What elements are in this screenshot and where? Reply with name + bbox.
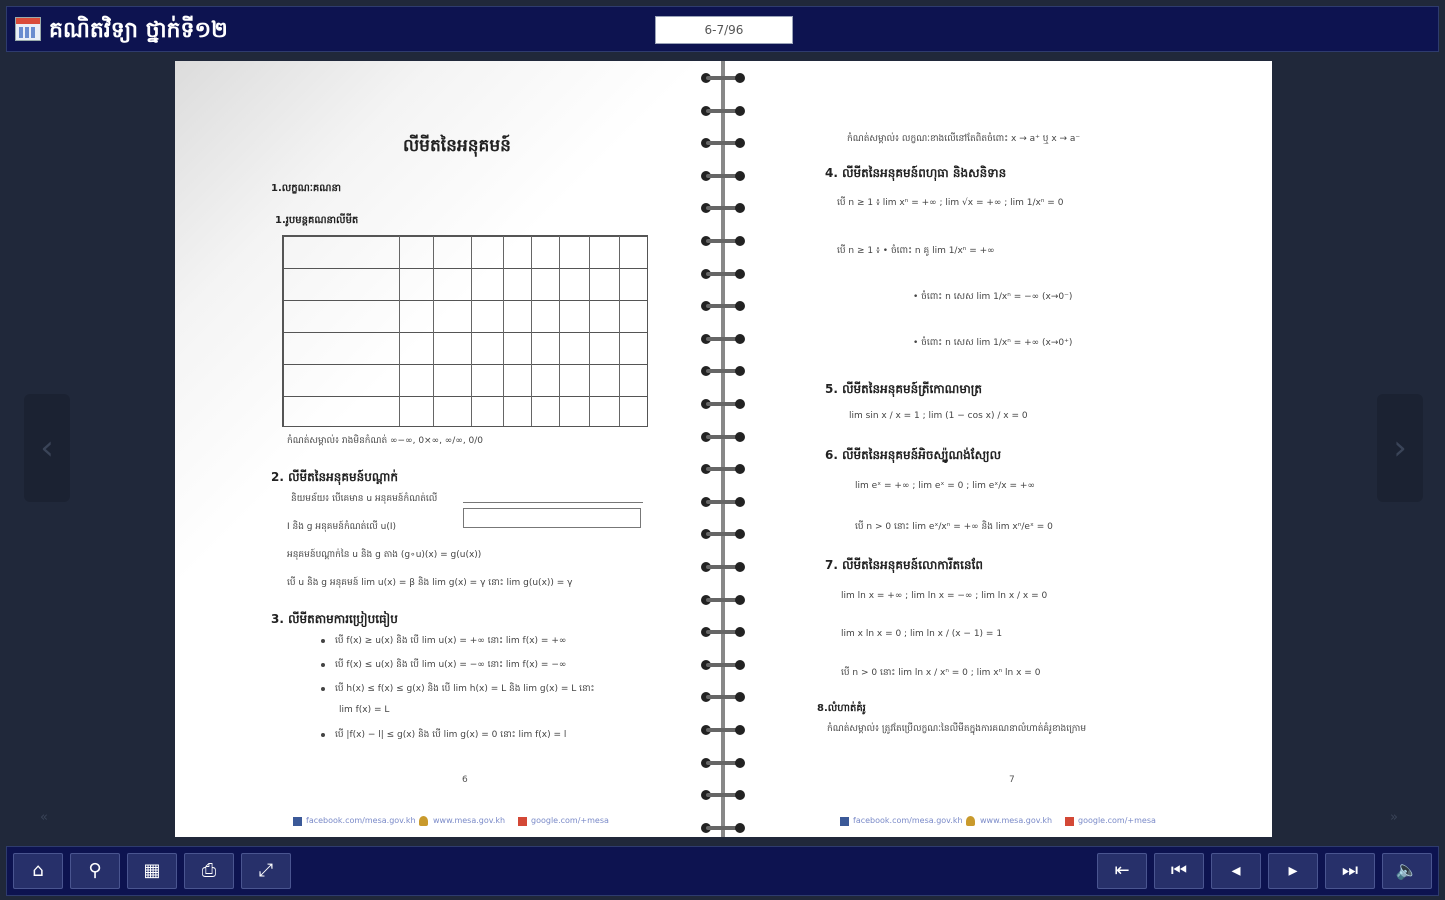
bullet-text: បើ |f(x) − l| ≤ g(x) និង បើ lim g(x) = 0 នោះ lim f(x) = l xyxy=(335,730,567,740)
spiral-ring xyxy=(697,625,749,639)
right-page[interactable] xyxy=(723,61,1272,837)
printer-icon: ⎙ xyxy=(201,860,217,881)
formula-line: lim eˣ = +∞ ; lim eˣ = 0 ; lim eˣ/x = +∞ xyxy=(855,481,1035,491)
spiral-ring xyxy=(697,234,749,248)
formula-line: lim ln x = +∞ ; lim ln x = −∞ ; lim ln x / x = 0 xyxy=(841,591,1048,601)
spiral-ring xyxy=(697,397,749,411)
previous-page-button[interactable] xyxy=(1211,853,1261,889)
facebook-icon xyxy=(840,817,849,826)
spiral-ring xyxy=(697,821,749,835)
flipbook xyxy=(175,61,1272,837)
home-button[interactable] xyxy=(13,853,63,889)
spiral-ring xyxy=(697,593,749,607)
formula-line: បើ n ≥ 1 ៖ • ចំពោះ n គូ lim 1/xⁿ = +∞ xyxy=(837,246,995,256)
bottom-toolbar xyxy=(6,846,1439,896)
footer-website-link[interactable]: www.mesa.gov.kh xyxy=(980,816,1053,825)
section-title: 6. លីមីតនៃអនុគមន៍អិចស្ប៉ូណង់ស្យែល xyxy=(825,448,1001,462)
spiral-ring xyxy=(697,723,749,737)
spiral-ring xyxy=(697,136,749,150)
first-page-small-icon[interactable]: « xyxy=(40,810,48,825)
footer-gplus-link[interactable]: google.com/+mesa xyxy=(531,816,609,825)
limit-rules-table xyxy=(282,235,648,427)
thumbnails-button[interactable] xyxy=(127,853,177,889)
footer-website-link[interactable]: www.mesa.gov.kh xyxy=(433,816,506,825)
google-plus-icon xyxy=(1065,817,1074,826)
expand-icon: ⤢ xyxy=(258,860,274,881)
spiral-ring xyxy=(697,104,749,118)
spiral-ring xyxy=(697,430,749,444)
bullet-text: បើ f(x) ≥ u(x) និង បើ lim u(x) = +∞ នោះ lim f(x) = +∞ xyxy=(335,636,567,646)
composition-arrow xyxy=(463,502,643,503)
last-page-icon: ⏭ xyxy=(1341,860,1359,881)
sound-button[interactable] xyxy=(1382,853,1432,889)
formula-line: • ចំពោះ n សេស lim 1/xⁿ = +∞ (x→0⁺) xyxy=(913,338,1073,348)
grid-icon: ▦ xyxy=(143,860,161,881)
formula-line: បើ n > 0 នោះ lim ln x / xⁿ = 0 ; lim xⁿ ln x = 0 xyxy=(841,668,1041,678)
print-button[interactable] xyxy=(184,853,234,889)
paragraph-line: បើ u និង g អនុគមន៍ lim u(x) = β និង lim g(x) = γ នោះ lim g(u(x)) = γ xyxy=(287,578,573,588)
footer-gplus-link[interactable]: google.com/+mesa xyxy=(1078,816,1156,825)
spiral-ring xyxy=(697,527,749,541)
last-page-button[interactable] xyxy=(1325,853,1375,889)
formula-line: បើ n > 0 នោះ lim eˣ/xⁿ = +∞ និង lim xⁿ/eˣ = 0 xyxy=(855,522,1053,532)
google-plus-icon xyxy=(518,817,527,826)
spiral-ring xyxy=(697,495,749,509)
first-page-button[interactable] xyxy=(1154,853,1204,889)
spiral-ring xyxy=(697,560,749,574)
top-bar xyxy=(6,6,1439,52)
spiral-ring xyxy=(697,788,749,802)
next-page-arrow-icon[interactable]: › xyxy=(1377,394,1423,502)
previous-page-arrow-icon[interactable]: ‹ xyxy=(24,394,70,502)
spiral-ring xyxy=(697,169,749,183)
page-flip-icon: ⇤ xyxy=(1114,860,1130,881)
bullet xyxy=(321,663,325,667)
section-title: 3. លីមីតតាមការប្រៀបធៀប xyxy=(271,612,398,626)
left-page[interactable] xyxy=(175,61,723,837)
section-title: 2. លីមីតនៃអនុគមន៍បណ្ដាក់ xyxy=(271,470,398,484)
calculator-app-icon xyxy=(15,17,41,41)
spiral-ring xyxy=(697,267,749,281)
spiral-ring xyxy=(697,201,749,215)
spiral-ring xyxy=(697,462,749,476)
page-heading: លីមីតនៃអនុគមន៍ xyxy=(403,136,511,156)
paragraph-line: អនុគមន៍បណ្ដាក់នៃ u និង g តាង (g∘u)(x) = g(u(x)) xyxy=(287,550,482,560)
facebook-icon xyxy=(293,817,302,826)
section-title: 8.លំហាត់គំរូ xyxy=(817,703,866,714)
table-note: កំណត់សម្គាល់៖ រាងមិនកំណត់ ∞−∞, 0×∞, ∞/∞, 0/0 xyxy=(287,436,484,446)
section-title: 4. លីមីតនៃអនុគមន៍ពហុធា និងសនិទាន xyxy=(825,166,1007,180)
paragraph-line: កំណត់សម្គាល់៖ ត្រូវតែប្រើលក្ខណៈនៃលីមីតក្នុងការគណនាលំហាត់គំរូខាងក្រោម xyxy=(827,724,1087,734)
bullet-text: បើ f(x) ≤ u(x) និង បើ lim u(x) = −∞ នោះ lim f(x) = −∞ xyxy=(335,660,567,670)
home-icon: ⌂ xyxy=(32,860,44,881)
intro-note: កំណត់សម្គាល់៖ លក្ខណៈខាងលើនៅតែពិតចំពោះ x → a⁺ ឬ x → a⁻ xyxy=(847,134,1081,144)
spiral-ring xyxy=(697,690,749,704)
speaker-icon: 🔈 xyxy=(1395,860,1419,881)
formula-line: lim sin x / x = 1 ; lim (1 − cos x) / x = 0 xyxy=(849,411,1028,421)
spiral-ring xyxy=(697,364,749,378)
paragraph-line: I និង g អនុគមន៍កំណត់លើ u(I) xyxy=(287,522,397,532)
next-page-button[interactable] xyxy=(1268,853,1318,889)
spiral-binding xyxy=(697,71,749,841)
section-title: 1.លក្ខណៈគណនា xyxy=(271,183,341,194)
section-title: 5. លីមីតនៃអនុគមន៍ត្រីកោណមាត្រ xyxy=(825,382,982,396)
spiral-ring xyxy=(697,658,749,672)
formula-line: lim x ln x = 0 ; lim ln x / (x − 1) = 1 xyxy=(841,629,1003,639)
page-number-field[interactable]: 6-7/96 xyxy=(655,16,793,44)
next-page-icon: ▸ xyxy=(1288,860,1298,881)
formula-line: បើ n ≥ 1 ៖ lim xⁿ = +∞ ; lim √x = +∞ ; lim 1/xⁿ = 0 xyxy=(837,198,1064,208)
bullet-text: lim f(x) = L xyxy=(339,705,390,715)
spiral-ring xyxy=(697,756,749,770)
previous-page-icon: ◂ xyxy=(1231,860,1241,881)
last-page-small-icon[interactable]: » xyxy=(1390,810,1398,825)
subsection-title: 1.រូបមន្តគណនាលីមីត xyxy=(275,215,359,226)
ministry-seal-icon xyxy=(966,816,975,826)
page-number: 6 xyxy=(462,775,468,785)
fullscreen-button[interactable] xyxy=(241,853,291,889)
app-title: គណិតវិទ្យា ថ្នាក់ទី១២ xyxy=(49,18,228,43)
footer-facebook-link[interactable]: facebook.com/mesa.gov.kh xyxy=(853,816,963,825)
bullet xyxy=(321,733,325,737)
ministry-seal-icon xyxy=(419,816,428,826)
spiral-ring xyxy=(697,71,749,85)
bullet xyxy=(321,639,325,643)
paragraph-line: និយមន័យ៖ បើគេមាន u អនុគមន៍កំណត់លើ xyxy=(291,494,438,504)
formula-line: • ចំពោះ n សេស lim 1/xⁿ = −∞ (x→0⁻) xyxy=(913,292,1073,302)
footer-facebook-link[interactable]: facebook.com/mesa.gov.kh xyxy=(306,816,416,825)
page-number: 7 xyxy=(1009,775,1015,785)
bullet xyxy=(321,687,325,691)
spiral-ring xyxy=(697,332,749,346)
spiral-ring xyxy=(697,299,749,313)
first-page-icon: ⏮ xyxy=(1170,860,1188,881)
bullet-text: បើ h(x) ≤ f(x) ≤ g(x) និង បើ lim h(x) = L និង lim g(x) = L នោះ xyxy=(335,684,595,694)
section-title: 7. លីមីតនៃអនុគមន៍លោការីតនេពែ xyxy=(825,558,984,572)
magnifier-icon: ⚲ xyxy=(88,860,102,881)
flip-sound-button[interactable] xyxy=(1097,853,1147,889)
zoom-button[interactable] xyxy=(70,853,120,889)
composition-diagram xyxy=(463,508,641,528)
